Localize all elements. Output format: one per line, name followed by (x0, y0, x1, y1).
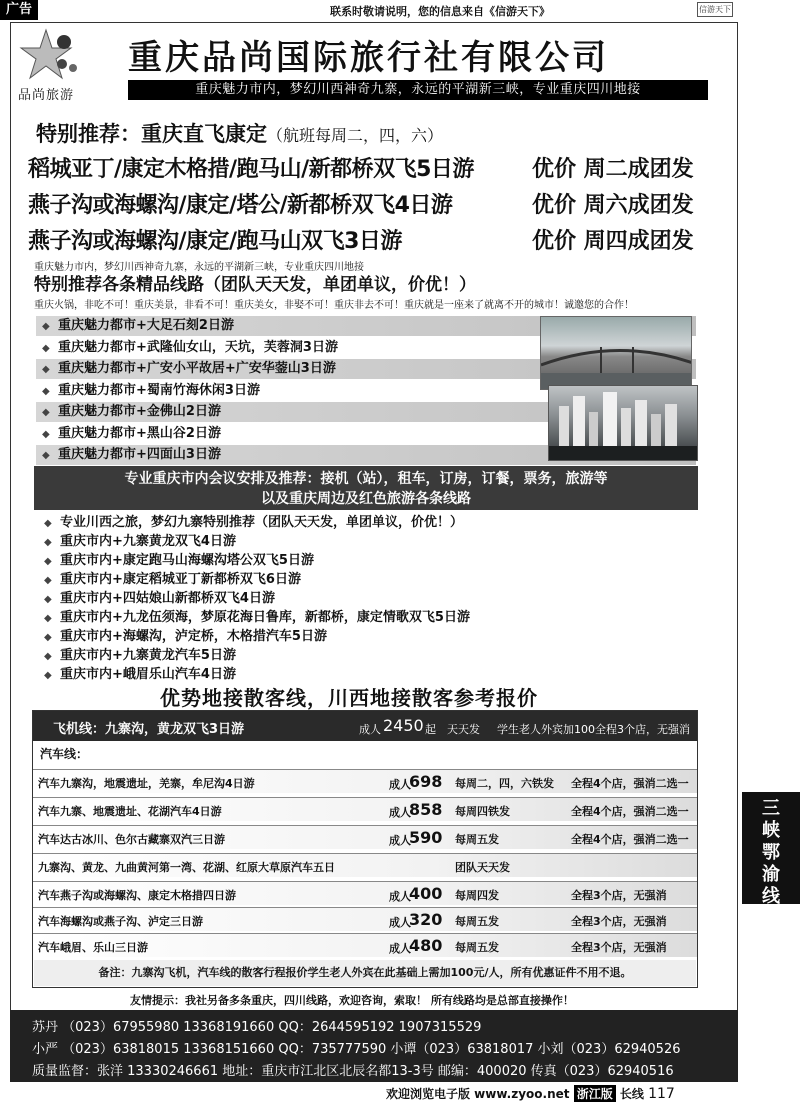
logo-text: 品尚旅游 (18, 88, 75, 103)
schedule: 团队天天发 (455, 861, 510, 874)
contact-block (10, 1010, 738, 1082)
diamond-bullet-icon: ◆ (42, 407, 50, 418)
friendly-tip: 友情提示：我社另备多条重庆，四川线路，欢迎咨询，索取！ 所有线路均是总部直接操作！ (130, 994, 574, 1007)
featured-title: 特别推荐各条精品线路（团队天天发，单团单议，价优！） (34, 275, 476, 295)
flight-route: 飞机线：九寨沟，黄龙双飞3日游 (53, 722, 245, 737)
west-label: 重庆市内+九龙伍须海，梦原花海日鲁库，新都桥，康定情歌双飞5日游 (60, 610, 470, 625)
list-item (38, 646, 236, 666)
page-number: 117 (648, 1086, 675, 1102)
footer-welcome: 欢迎浏览电子版 www.zyoo.net (386, 1087, 570, 1101)
tour-label: 重庆魅力都市+四面山3日游 (58, 447, 221, 462)
shop-note: 全程3个店，无强消 (571, 915, 667, 928)
tour-label: 重庆魅力都市+蜀南竹海休闲3日游 (58, 383, 260, 398)
contact-line: 质量监督：张洋 13330246661 地址：重庆市江北区北辰名都13-3号 邮编：400020 传真（023）62940516 (32, 1064, 674, 1079)
west-label: 重庆市内+海螺沟，泸定桥，木格措汽车5日游 (60, 629, 327, 644)
company-name: 重庆品尚国际旅行社有限公司 (128, 38, 609, 78)
special-route-price: 优价 周四成团发 (532, 229, 694, 254)
list-item (38, 627, 327, 647)
price: 480 (409, 936, 443, 955)
special-title (36, 118, 443, 148)
meeting-banner (34, 466, 698, 510)
special-route: 燕子沟或海螺沟/康定/塔公/新都桥双飞4日游 (28, 193, 453, 218)
bus-label: 汽车线： (40, 747, 89, 761)
diamond-bullet-icon: ◆ (44, 594, 52, 605)
list-item (38, 589, 275, 609)
west-label: 重庆市内+康定稻城亚丁新都桥双飞6日游 (60, 572, 301, 587)
price-prefix: 成人 (389, 806, 411, 819)
special-route-price: 优价 周二成团发 (532, 157, 694, 182)
schedule: 每周四发 (455, 889, 499, 902)
price: 698 (409, 772, 443, 791)
header-slogan: 重庆魅力市内，梦幻川西神奇九寨，永远的平湖新三峡，专业重庆四川地接 (128, 80, 708, 100)
route: 汽车达古冰川、色尔古藏寨双汽三日游 (38, 833, 225, 846)
route: 九寨沟、黄龙、九曲黄河第一湾、花湖、红原大草原汽车五日 (38, 861, 335, 874)
flight-schedule-note: （航班每周二，四，六） (267, 126, 444, 145)
tour-label: 重庆魅力都市+黑山谷2日游 (58, 426, 221, 441)
schedule: 每周五发 (455, 833, 499, 846)
price: 400 (409, 884, 443, 903)
price-remark: 备注：九寨沟飞机，汽车线的散客行程报价学生老人外宾在此基础上需加100元/人，所有优惠证件不用不退。 (34, 960, 696, 986)
table-row (33, 907, 697, 931)
price-prefix: 成人 (389, 942, 411, 955)
special-route: 稻城亚丁/康定木格措/跑马山/新都桥双飞5日游 (28, 157, 474, 182)
diamond-bullet-icon: ◆ (42, 343, 50, 354)
table-row (33, 933, 697, 957)
tour-label: 重庆魅力都市+武隆仙女山，天坑，芙蓉洞3日游 (58, 340, 338, 355)
edition-badge: 浙江版 (574, 1085, 616, 1102)
diamond-bullet-icon: ◆ (44, 651, 52, 662)
west-label: 重庆市内+峨眉乐山汽车4日游 (60, 667, 236, 682)
bridge-photo (540, 316, 692, 390)
route: 汽车峨眉、乐山三日游 (38, 941, 148, 954)
price-suffix: 起 (425, 723, 436, 736)
contact-line: 苏丹 （023）67955980 13368191660 QQ：2644595192 1907315529 (32, 1020, 482, 1035)
west-label: 重庆市内+康定跑马山海螺沟塔公双飞5日游 (60, 553, 314, 568)
flight-row (33, 711, 697, 741)
diamond-bullet-icon: ◆ (44, 537, 52, 548)
price: 590 (409, 828, 443, 847)
table-row (33, 881, 697, 905)
page-footer (386, 1085, 675, 1102)
tab-char: 渝 (762, 864, 780, 885)
list-item (38, 608, 470, 628)
west-label: 重庆市内+九寨黄龙双飞4日游 (60, 534, 236, 549)
section-name: 长线 (619, 1087, 644, 1101)
list-item (38, 570, 301, 590)
diamond-bullet-icon: ◆ (44, 518, 52, 529)
table-row (33, 797, 697, 821)
table-row (33, 825, 697, 849)
small-slogan: 重庆魅力市内，梦幻川西神奇九寨，永远的平湖新三峡，专业重庆四川地接 (34, 262, 364, 273)
price: 320 (409, 910, 443, 929)
schedule: 每周五发 (455, 941, 499, 954)
shop-note: 全程3个店，无强消 (571, 941, 667, 954)
price-prefix: 成人 (389, 916, 411, 929)
diamond-bullet-icon: ◆ (42, 386, 50, 397)
top-note: 联系时敬请说明，您的信息来自《信游天下》 (330, 5, 550, 18)
schedule: 每周二，四，六铁发 (455, 777, 554, 790)
publisher-logo: 信游天下 (697, 2, 733, 17)
table-row (33, 769, 697, 793)
price-prefix: 成人 (389, 890, 411, 903)
diamond-bullet-icon: ◆ (42, 450, 50, 461)
special-route-price: 优价 周六成团发 (532, 193, 694, 218)
tab-char: 三 (762, 798, 780, 819)
route: 汽车燕子沟或海螺沟、康定木格措四日游 (38, 889, 236, 902)
route: 汽车九寨沟，地震遗址，羌寨，牟尼沟4日游 (38, 777, 255, 790)
shop-note: 全程3个店，无强消 (571, 889, 667, 902)
city-night-photo (548, 385, 698, 461)
diamond-bullet-icon: ◆ (44, 632, 52, 643)
flight-price: 2450 (383, 716, 424, 735)
flight-schedule: 天天发 (447, 723, 480, 736)
shop-note: 全程4个店，强消二选一 (571, 805, 689, 818)
diamond-bullet-icon: ◆ (42, 364, 50, 375)
list-item (38, 532, 236, 552)
tour-label: 重庆魅力都市+大足石刻2日游 (58, 318, 234, 333)
table-row (33, 853, 697, 877)
west-label: 专业川西之旅，梦幻九寨特别推荐（团队天天发，单团单议，价优！） (60, 515, 464, 530)
list-item (38, 513, 463, 533)
diamond-bullet-icon: ◆ (44, 613, 52, 624)
route: 汽车九寨、地震遗址、花湖汽车4日游 (38, 805, 222, 818)
meeting-line: 以及重庆周边及红色旅游各条线路 (261, 491, 471, 507)
shop-note: 全程4个店，强消二选一 (571, 777, 689, 790)
diamond-bullet-icon: ◆ (44, 670, 52, 681)
tour-label: 重庆魅力都市+金佛山2日游 (58, 404, 221, 419)
advantage-title: 优势地接散客线，川西地接散客参考报价 (160, 686, 538, 710)
diamond-bullet-icon: ◆ (42, 429, 50, 440)
hotpot-slogan: 重庆火锅，非吃不可！重庆美景，非看不可！重庆美女，非娶不可！重庆非去不可！重庆就是一座来了就离不开的城市！诚邀您的合作！ (34, 300, 634, 311)
route: 汽车海螺沟或燕子沟、泸定三日游 (38, 915, 203, 928)
contact-line: 小严 （023）63818015 13368151660 QQ：735777590 小谭（023）63818017 小刘（023）62940526 (32, 1042, 681, 1057)
price-prefix: 成人 (359, 723, 381, 736)
schedule: 每周五发 (455, 915, 499, 928)
list-item (38, 551, 314, 571)
tab-char: 鄂 (762, 842, 780, 863)
ad-tag: 广告 (0, 0, 38, 20)
price: 858 (409, 800, 443, 819)
west-label: 重庆市内+九寨黄龙汽车5日游 (60, 648, 236, 663)
tab-char: 线 (762, 886, 780, 907)
tour-label: 重庆魅力都市+广安小平故居+广安华蓥山3日游 (58, 361, 336, 376)
tab-char: 峡 (762, 820, 780, 841)
diamond-bullet-icon: ◆ (44, 575, 52, 586)
flight-note: 学生老人外宾加100全程3个店，无强消 (497, 723, 690, 736)
special-title-text: 特别推荐：重庆直飞康定 (36, 122, 267, 146)
meeting-line: 专业重庆市内会议安排及推荐：接机（站），租车，订房，订餐，票务，旅游等 (124, 471, 608, 487)
schedule: 每周四铁发 (455, 805, 510, 818)
diamond-bullet-icon: ◆ (44, 556, 52, 567)
section-tab (742, 792, 800, 907)
shop-note: 全程4个店，强消二选一 (571, 833, 689, 846)
price-prefix: 成人 (389, 778, 411, 791)
special-route: 燕子沟或海螺沟/康定/跑马山双飞3日游 (28, 229, 402, 254)
diamond-bullet-icon: ◆ (42, 321, 50, 332)
west-label: 重庆市内+四姑娘山新都桥双飞4日游 (60, 591, 275, 606)
price-prefix: 成人 (389, 834, 411, 847)
